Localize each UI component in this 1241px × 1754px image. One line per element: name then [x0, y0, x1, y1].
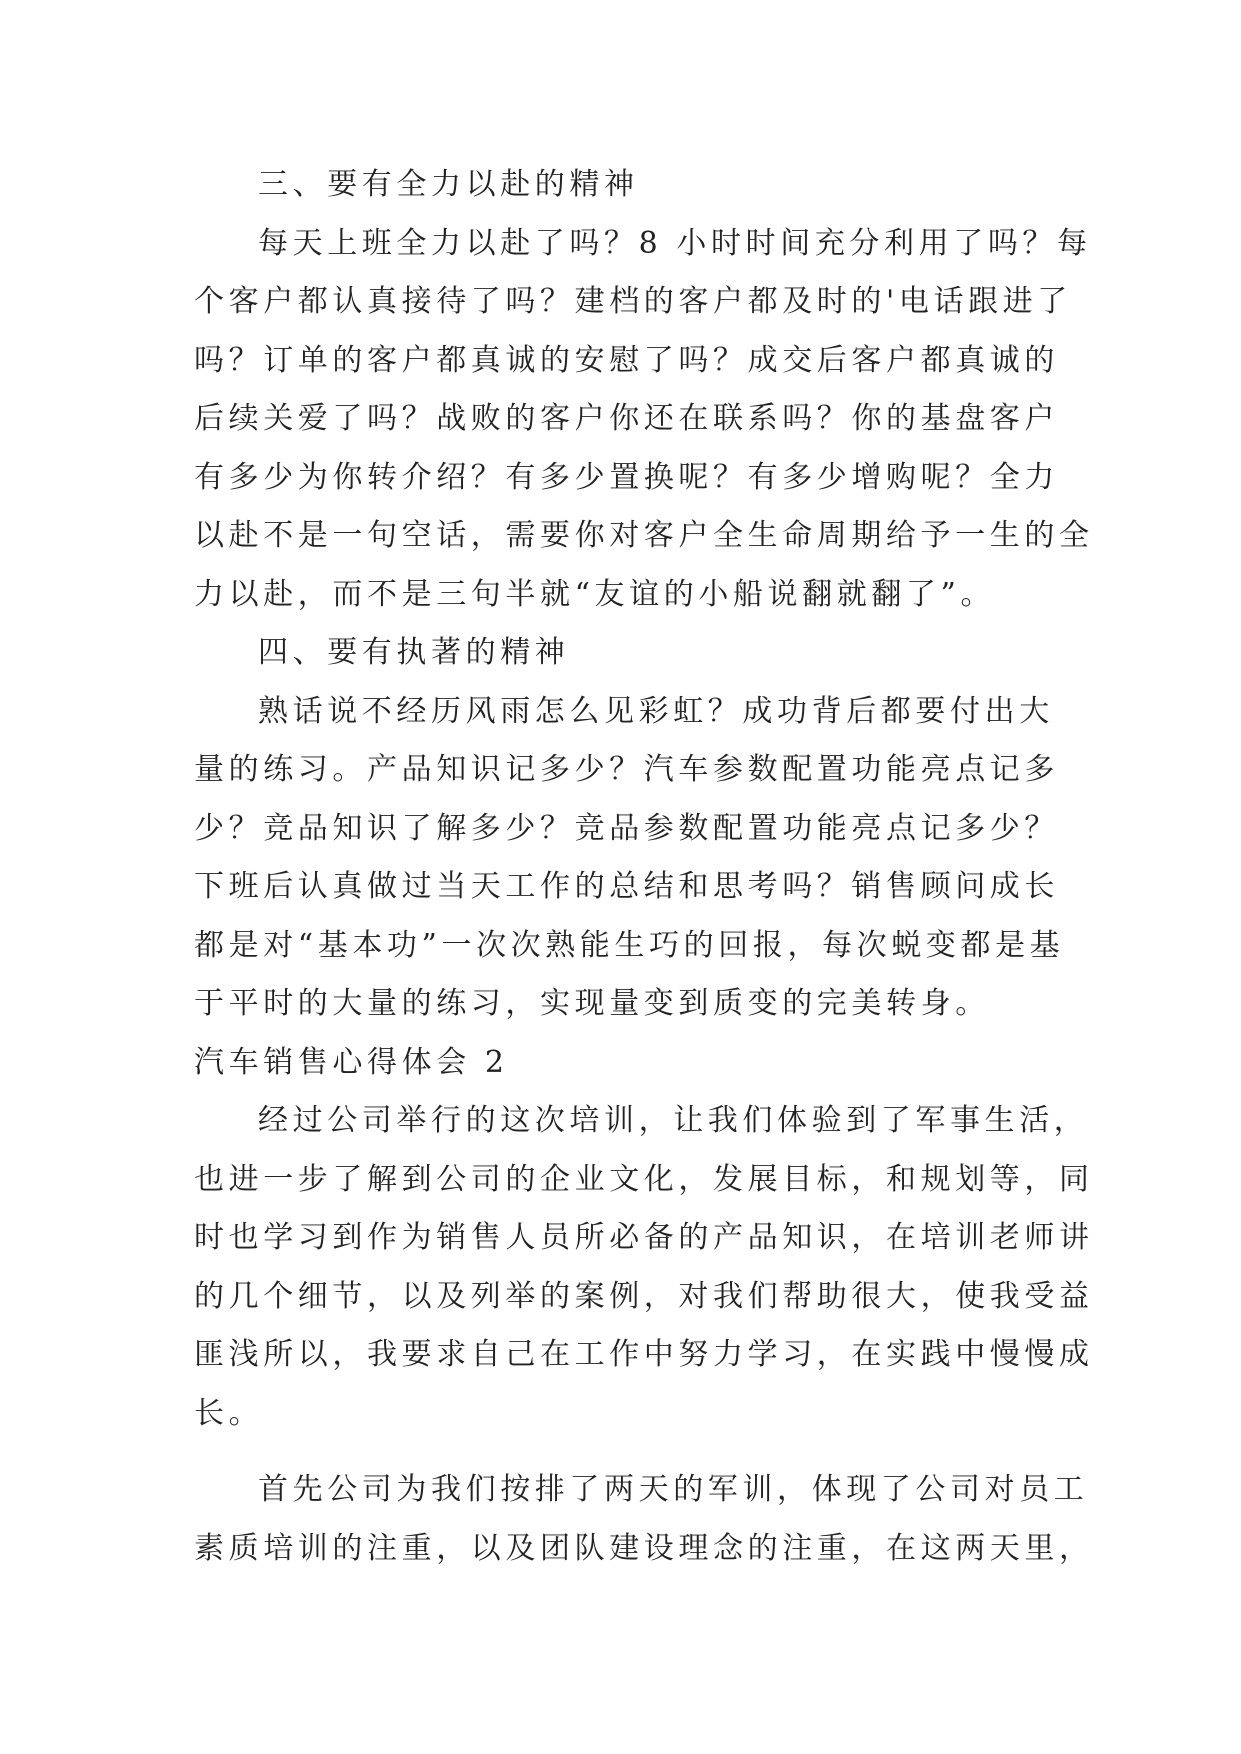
paragraph-line: 经过公司举行的这次培训，让我们体验到了军事生活， — [258, 1103, 1089, 1138]
paragraph-line: 吗？订单的客户都真诚的安慰了吗？成交后客户都真诚的 — [194, 342, 1059, 378]
paragraph-line: 量的练习。产品知识记多少？汽车参数配置功能亮点记多 — [194, 752, 1059, 787]
paragraph-line: 首先公司为我们按排了两天的军训，体现了公司对员工 — [258, 1472, 1089, 1507]
paragraph-line: 长。 — [194, 1395, 264, 1431]
paragraph-line: 也进一步了解到公司的企业文化，发展目标，和规划等，同 — [194, 1161, 1094, 1197]
paragraph-line: 下班后认真做过当天工作的总结和思考吗？销售顾问成长 — [194, 869, 1059, 904]
paragraph-line: 力以赴，而不是三句半就“友谊的小船说翻就翻了”。 — [194, 576, 996, 612]
article-title: 汽车销售心得体会 2 — [194, 1044, 509, 1080]
paragraph-gap — [194, 1443, 1056, 1461]
paragraph-line: 每天上班全力以赴了吗？8 小时时间充分利用了吗？每 — [258, 225, 1092, 261]
paragraph-line: 素质培训的注重，以及团队建设理念的注重，在这两天里， — [194, 1530, 1094, 1566]
section-heading-3: 三、要有全力以赴的精神 — [258, 167, 639, 202]
document-body — [194, 156, 1094, 1578]
paragraph-line: 的几个细节，以及列举的案例，对我们帮助很大，使我受益 — [194, 1278, 1094, 1314]
paragraph-line: 有多少为你转介绍？有多少置换呢？有多少增购呢？全力 — [194, 459, 1059, 495]
section-heading-4: 四、要有执著的精神 — [258, 635, 570, 670]
paragraph-line: 都是对“基本功”一次次熟能生巧的回报，每次蜕变都是基 — [194, 927, 1065, 963]
paragraph-line: 于平时的大量的练习，实现量变到质变的完美转身。 — [194, 986, 990, 1021]
paragraph-line: 个客户都认真接待了吗？建档的客户都及时的'电话跟进了 — [194, 284, 1072, 319]
paragraph-line: 后续关爱了吗？战败的客户你还在联系吗？你的基盘客户 — [194, 401, 1059, 436]
paragraph-line: 少？竞品知识了解多少？竞品参数配置功能亮点记多少？ — [194, 810, 1059, 846]
paragraph-line: 以赴不是一句空话，需要你对客户全生命周期给予一生的全 — [194, 518, 1094, 553]
paragraph-line: 时也学习到作为销售人员所必备的产品知识，在培训老师讲 — [194, 1220, 1094, 1255]
paragraph-line: 匪浅所以，我要求自己在工作中努力学习，在实践中慢慢成 — [194, 1337, 1094, 1372]
paragraph-line: 熟话说不经历风雨怎么见彩虹？成功背后都要付出大 — [258, 693, 1054, 729]
